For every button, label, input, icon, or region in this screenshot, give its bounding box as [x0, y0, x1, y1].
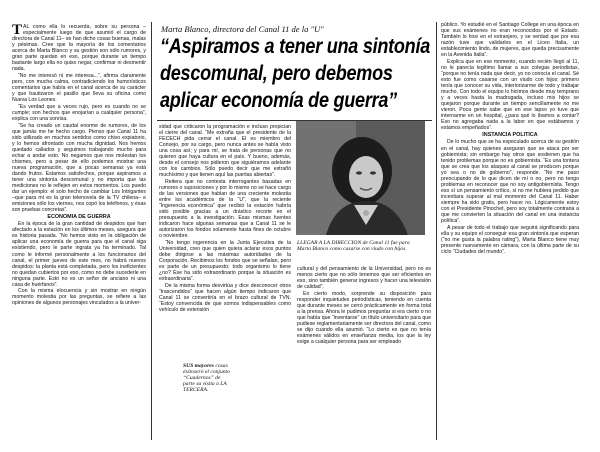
subheading-instancia: INSTANCIA POLITICA [482, 132, 538, 139]
drop-cap: T [12, 24, 23, 38]
body-paragraph: A pesar de todo el trabajo que seguirá significando para ella y su equipo el conseguir esa gran sintonía que esperan (“no me gusta la palabra rating”), Marta Blanco tiene muy presente nuevamente en cámara, con la última parte de su ciclo “Ciudades del mundo”. [441, 224, 579, 255]
body-paragraph: Explica que en ese momento, cuando recién llegó al 11, no le parecía legítimo llamar a sus colegas periodistas, “porque no tenía nada que decir, yo no conocía el canal. Sé esto fue como casarse con un viudo con hijos: primero tenía que conocer su vida, interiorizarme de todo y trabajar mucho. Con todo el equipo lo hicimos desde muy temprano y a veces hasta la madrugada, incluso mis hijos se quejaron porque durante un tiempo sencillamente no me vieron. Poca gente sabe que en ese lapso yo tuve que internarme en un hospital, ¿para qué lo íbamos a contar? Eso no agregaba nada a la labor en que estábamos y estamos empeñados”. [441, 58, 579, 132]
body-paragraph: “No me interesó ni me interesa...”, afirma claramente pero, con mucha calma, contradiciendo los humorísticos comentarios que había en el canal acerca de su carácter y que bautizaron el pasillo que lleva su oficina como Nueva Los Leones. [12, 72, 146, 104]
portrait-photo [296, 121, 425, 235]
body-paragraph: “Se ha creado un caudal enorme de rumores, de los que jamás me he hecho cargo. Pienso que Canal 11 ha sido utilizado en muchos sentidos como chivo expiatorio, y lo hemos afrontado con mucha dignidad. Nos hemos quedado callados y seguimos trabajando mucho para echar a andar esto. No negamos que nos molestan los chismes, pero a pesar de ello podemos mostrar una nueva programación, que a pocas semanas ya está dando frutos. Estamos satisfechos, porque aspiramos a tener una sintonía descomunal y no importa que las mediciones no le reflejen en estos momentos. Los puedo dar un ejemplo: el solo hecho de cambiar Los Intrigantes –que para mí es la gran telenovela de la TV chilena– e emisiones sólo los viernes, nos copó los teléfonos, y ésas son pruebas concretas”. [12, 122, 146, 214]
body-paragraph: En la época de la gran cantidad de despidos que han afectado a la estación en los últimos meses, asegura que es historia pasada. “No hemos visto en la obligación de aplicar una economía de guerra para que el canal siga existiendo, pero le parte ingrata ya ha terminado. Tal como le informé personalmente a los funcionarios del canal, el primer jueves de este mes, no habrá nuevos despidos: la planta está completada, pero los ineficientes no quedan cubiertos por eso, como no debe sucederle en ninguna parte. Esto no es un señor de anciano ni una casa de huérfanos”. [12, 221, 146, 288]
body-paragraph: De lo mucho que se ha especulado acerca de su gestión en el canal, hay quienes aseguran que se ataca por ser gobiernista; sin embargo hay otros que sostienen que ha tenido problemas porque no es gobiernista. “Es una tontera que se crea que los ataques al canal se producen porque yo sea o no de gobierno”, responde. “No me paso preocupando de lo que dicen de mí o no, pero no tengo problemas en reconocer que no soy antigobiernista. Tengo eso sí un pensamiento crítico, si no me hubiera pedido que incentiara superar al mal momento del Canal 11. Haber siempre ha sido gratis, pero hacer no. Lógicamente estoy con el Presidente Pinochet, pero soy totalmente contraria a que me convierten la situación del canal en una instancia política”. [441, 139, 579, 225]
body-paragraph: En cierto modo, sorprende su disposición para responder inquietudes periodísticas, teniendo en cuenta que durante meses se cerró prácticamente en forma total a la prensa. Ahora le pudimos preguntar si era cierto o no que había que “inventarse” un título universitario para que pudiese reglamentariamente ser directora del canal, como se dijo cuando ella asumió. “Lo cierto es que no tenía exámenes válidos en enseñanza media, los que la ley exige a cualquier persona para ser empleado [297, 290, 431, 346]
body-paragraph: “No tengo ingerencia en la Junta Ejecutiva de la Universidad, creo que quien quiera aclarar esos puntos debe dirigirse a las máximas autoridades de la Corporación. Recibimos los fondos que se señalan, pero es parte de un presupuesto; todo organismo lo tiene ¿no? Ése ha sido extraordinario porque la situación es extraordinaria”. [159, 240, 291, 283]
headline-line-1: “Aspiramos a tener una sintonía [160, 35, 430, 58]
column-rule-2 [436, 22, 437, 440]
article-column-2 [159, 124, 291, 362]
body-paragraph: De la misma forma desvirtúa y dice desconocer otros “trascendidos” que hacen algún tiempo indicaron que Canal 11 se convertiría en el brazo cultural de TVN. “Estoy convencida de que somos indispensables como vehículo de extensión [159, 283, 291, 314]
sidebar-note-label: SUS mayores [183, 363, 214, 369]
column-rule-1 [151, 22, 152, 440]
subheading-economia: ECONOMIA DE GUERRA [47, 214, 111, 221]
sidebar-note-text: cosas éxitoseró el conjunto “Cuadernos” de parte su visita a LA TERCERA. [183, 363, 230, 394]
body-paragraph: cultural y del pensamiento de la Universidad, pero no es menos cierto que no sólo tenemos que ser eficientes en eso, sino también generar ingresos y hacer una televisión de calidad”. [297, 266, 431, 291]
lead-paragraph: AL como ella lo recuerda, sobre su persona –especialmente luego de que asumió el cargo de directora de Canal 11– se han dicho cosas buenas, malas y pésimas. Cree que la mayoría de los comentarios acerca de Marta Blanco y su gestión son sólo rumores, y gran parte quedan en eso, porque durante un tiempo bastante largo ella no quiso negar, confirmar ni desmentir nada. [12, 24, 146, 73]
body-paragraph: público. Yo estudié en el Santiago College en una época en que sus exámenes no eran reconocidos por el Estado. También lo hice en el extranjero, y se verdad que por esa razón tuve que validarlos en el Liceo Italia, un establecimiento lindo, de mujeres, que queda precisamente en la Avenida Italia”. [441, 22, 579, 59]
article-column-4 [441, 22, 579, 442]
body-paragraph: Reitera que no contesta interrogantes basadas en rumores o suposiciones y por lo mismo no se hace cargo de las versiones que hablan de una creciente molestia entre los académicos de la “U”, que la reciente “Ingerencia económica” que recibió la estación habría sido posible gracias a un drástico recorte en el presupuesto a la investigación. Esas mismas fuentes indicaron hace algunas semanas que a Canal 11 se le autorizaron los fondos solamente hasta fines de octubre o noviembre. [159, 179, 291, 240]
headline-line-2: descomunal, pero debemos [160, 62, 393, 85]
byline: Marta Blanco, directora del Canal 11 de la "U" [161, 24, 324, 34]
article-column-1 [12, 24, 146, 442]
article-column-3 [297, 266, 431, 442]
portrait-image [296, 121, 425, 235]
body-paragraph: Con la misma elocuencia y sin mostrar en ningún momento molestia por las preguntas, se refiere a las opiniones de algunos personajes vinculados a la univer- [12, 288, 146, 307]
headline-line-3: aplicar economía de guerra” [160, 89, 397, 112]
body-paragraph: “Es verdad que a veces rujo, pero es cuando no se cumple; son hechos que enojarían a cualquier persona”, explica con una sonrisa. [12, 103, 146, 122]
photo-caption: LLEGAR A LA DIRECCION de Canal 11 fue para Marta Blanco como casarse con viudo con hijos. [297, 240, 410, 253]
body-paragraph: sidad que criticaron la programación e incluso propician el cierre del canal. “Me extraña que el presidente de la FECECH pida cerrar el canal. El es miembro del Consejo, por su cargo, pero nunca antes se había visto una cosa así; y para mí, se trata de personas que no quieren que haya cultura en el país. Y bueno, además, desde el consejo nos pidieron que siguiéramos adelante con los cambios. Sólo puedo decir que me extrañó muchísimo y que tienen aquí las puertas abiertas”. [159, 124, 291, 179]
sidebar-note [183, 363, 233, 393]
